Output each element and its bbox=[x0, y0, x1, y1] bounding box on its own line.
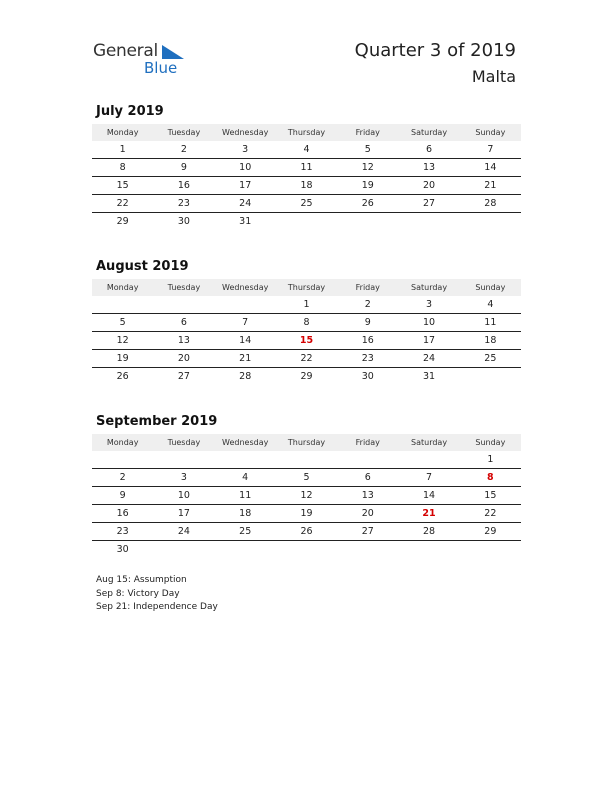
day-cell: 26 bbox=[337, 195, 398, 213]
day-cell: 18 bbox=[276, 177, 337, 195]
day-cell: 30 bbox=[361, 371, 374, 382]
day-cell: 22 bbox=[92, 195, 153, 213]
weekday-header: Wednesday bbox=[215, 279, 276, 296]
day-cell: 15 bbox=[276, 332, 337, 350]
weekday-header: Sunday bbox=[460, 124, 521, 141]
generalblue-logo bbox=[93, 41, 193, 77]
weekday-header: Monday bbox=[92, 124, 153, 141]
weekday-header: Monday bbox=[92, 434, 153, 451]
day-cell: 4 bbox=[460, 296, 521, 314]
day-cell: 27 bbox=[398, 195, 459, 213]
holiday-note: Aug 15: Assumption bbox=[96, 575, 187, 585]
day-cell: 23 bbox=[337, 350, 398, 368]
day-cell: 26 bbox=[276, 523, 337, 541]
day-cell: 11 bbox=[460, 314, 521, 332]
day-cell: 2 bbox=[337, 296, 398, 314]
day-cell: 27 bbox=[337, 523, 398, 541]
day-cell bbox=[153, 296, 214, 314]
day-cell: 24 bbox=[153, 523, 214, 541]
week-row bbox=[92, 451, 521, 469]
day-cell: 28 bbox=[398, 523, 459, 541]
day-cell: 28 bbox=[239, 371, 252, 382]
day-cell: 9 bbox=[153, 159, 214, 177]
day-cell: 31 bbox=[239, 216, 252, 227]
month-title: August 2019 bbox=[96, 259, 189, 274]
day-cell: 1 bbox=[276, 296, 337, 314]
day-cell: 17 bbox=[215, 177, 276, 195]
day-cell: 25 bbox=[215, 523, 276, 541]
day-cell: 7 bbox=[398, 469, 459, 487]
week-row bbox=[92, 505, 521, 523]
day-cell: 12 bbox=[92, 332, 153, 350]
day-cell: 4 bbox=[215, 469, 276, 487]
weekday-header: Wednesday bbox=[215, 124, 276, 141]
week-row bbox=[92, 332, 521, 350]
day-cell: 27 bbox=[177, 371, 190, 382]
day-cell: 22 bbox=[460, 505, 521, 523]
day-cell: 3 bbox=[215, 141, 276, 159]
day-cell: 2 bbox=[153, 141, 214, 159]
holiday-note: Sep 21: Independence Day bbox=[96, 602, 218, 612]
day-cell bbox=[398, 213, 459, 231]
week-row bbox=[92, 469, 521, 487]
day-cell bbox=[215, 296, 276, 314]
week-row bbox=[92, 487, 521, 505]
holiday-notes bbox=[96, 574, 218, 615]
day-cell: 20 bbox=[337, 505, 398, 523]
day-cell bbox=[276, 213, 337, 231]
holiday-note: Sep 8: Victory Day bbox=[96, 588, 180, 599]
week-row bbox=[92, 141, 521, 159]
calendar-grid bbox=[92, 279, 521, 385]
week-row bbox=[92, 368, 521, 386]
day-cell bbox=[337, 451, 398, 469]
day-cell: 21 bbox=[398, 505, 459, 523]
day-cell: 18 bbox=[460, 332, 521, 350]
week-row bbox=[92, 296, 521, 314]
day-cell: 9 bbox=[92, 487, 153, 505]
week-row bbox=[92, 213, 521, 231]
day-cell bbox=[153, 451, 214, 469]
week-row bbox=[92, 350, 521, 368]
day-cell: 10 bbox=[398, 314, 459, 332]
day-cell bbox=[337, 541, 398, 559]
day-cell: 20 bbox=[153, 350, 214, 368]
day-cell bbox=[460, 368, 521, 386]
day-cell: 17 bbox=[153, 505, 214, 523]
weekday-header: Wednesday bbox=[215, 434, 276, 451]
day-cell: 14 bbox=[215, 332, 276, 350]
day-cell bbox=[276, 541, 337, 559]
day-cell: 10 bbox=[153, 487, 214, 505]
weekday-header: Friday bbox=[337, 279, 398, 296]
day-cell: 16 bbox=[92, 505, 153, 523]
day-cell: 9 bbox=[337, 314, 398, 332]
day-cell bbox=[460, 541, 521, 559]
day-cell: 19 bbox=[276, 505, 337, 523]
day-cell: 14 bbox=[460, 159, 521, 177]
day-cell: 19 bbox=[337, 177, 398, 195]
day-cell: 5 bbox=[276, 469, 337, 487]
day-cell bbox=[215, 541, 276, 559]
day-cell: 3 bbox=[398, 296, 459, 314]
day-cell: 1 bbox=[460, 451, 521, 469]
weekday-header: Tuesday bbox=[153, 434, 214, 451]
day-cell bbox=[215, 451, 276, 469]
day-cell: 15 bbox=[460, 487, 521, 505]
weekday-header: Friday bbox=[337, 124, 398, 141]
day-cell: 16 bbox=[153, 177, 214, 195]
day-cell: 23 bbox=[153, 195, 214, 213]
day-cell bbox=[337, 213, 398, 231]
weekday-header: Saturday bbox=[398, 124, 459, 141]
day-cell: 6 bbox=[337, 469, 398, 487]
day-cell: 13 bbox=[398, 159, 459, 177]
weekday-header: Thursday bbox=[276, 434, 337, 451]
calendar-grid bbox=[92, 124, 521, 230]
weekday-header: Tuesday bbox=[153, 279, 214, 296]
day-cell: 8 bbox=[92, 159, 153, 177]
day-cell bbox=[153, 541, 214, 559]
week-row bbox=[92, 177, 521, 195]
weekday-header: Sunday bbox=[460, 434, 521, 451]
day-cell: 19 bbox=[92, 350, 153, 368]
day-cell: 13 bbox=[153, 332, 214, 350]
day-cell: 18 bbox=[215, 505, 276, 523]
day-cell: 5 bbox=[337, 141, 398, 159]
weekday-header: Thursday bbox=[276, 124, 337, 141]
day-cell bbox=[92, 296, 153, 314]
day-cell: 25 bbox=[460, 350, 521, 368]
month-title: July 2019 bbox=[96, 104, 164, 119]
day-cell: 1 bbox=[92, 141, 153, 159]
day-cell: 7 bbox=[215, 314, 276, 332]
week-row bbox=[92, 159, 521, 177]
day-cell: 11 bbox=[215, 487, 276, 505]
day-cell: 2 bbox=[92, 469, 153, 487]
day-cell: 8 bbox=[460, 469, 521, 487]
day-cell: 11 bbox=[276, 159, 337, 177]
day-cell: 6 bbox=[398, 141, 459, 159]
day-cell: 21 bbox=[215, 350, 276, 368]
weekday-header: Friday bbox=[337, 434, 398, 451]
day-cell: 20 bbox=[398, 177, 459, 195]
weekday-header: Monday bbox=[92, 279, 153, 296]
day-cell: 26 bbox=[116, 371, 129, 382]
day-cell: 22 bbox=[276, 350, 337, 368]
day-cell: 30 bbox=[116, 544, 129, 555]
day-cell: 16 bbox=[337, 332, 398, 350]
day-cell: 5 bbox=[92, 314, 153, 332]
day-cell: 10 bbox=[215, 159, 276, 177]
week-row bbox=[92, 195, 521, 213]
weekday-header: Saturday bbox=[398, 279, 459, 296]
weekday-header: Sunday bbox=[460, 279, 521, 296]
week-row bbox=[92, 523, 521, 541]
day-cell: 17 bbox=[398, 332, 459, 350]
country-name: Malta bbox=[471, 67, 516, 86]
day-cell: 12 bbox=[276, 487, 337, 505]
day-cell: 29 bbox=[460, 523, 521, 541]
month-title: September 2019 bbox=[96, 414, 218, 429]
day-cell: 21 bbox=[460, 177, 521, 195]
day-cell: 7 bbox=[460, 141, 521, 159]
day-cell: 3 bbox=[153, 469, 214, 487]
weekday-header: Saturday bbox=[398, 434, 459, 451]
week-row bbox=[92, 314, 521, 332]
logo-triangle-icon bbox=[162, 45, 184, 59]
day-cell: 24 bbox=[398, 350, 459, 368]
page-title: Quarter 3 of 2019 bbox=[354, 40, 516, 61]
day-cell: 29 bbox=[116, 216, 129, 227]
day-cell bbox=[398, 541, 459, 559]
day-cell: 23 bbox=[92, 523, 153, 541]
day-cell: 8 bbox=[276, 314, 337, 332]
day-cell: 24 bbox=[215, 195, 276, 213]
day-cell bbox=[92, 451, 153, 469]
week-row bbox=[92, 541, 521, 559]
logo-general-text: General bbox=[93, 41, 158, 61]
day-cell: 29 bbox=[300, 371, 313, 382]
day-cell: 14 bbox=[398, 487, 459, 505]
calendar-grid bbox=[92, 434, 521, 558]
day-cell: 13 bbox=[337, 487, 398, 505]
day-cell: 30 bbox=[177, 216, 190, 227]
day-cell: 12 bbox=[337, 159, 398, 177]
day-cell: 28 bbox=[460, 195, 521, 213]
day-cell: 4 bbox=[276, 141, 337, 159]
weekday-header: Tuesday bbox=[153, 124, 214, 141]
day-cell bbox=[398, 451, 459, 469]
day-cell: 6 bbox=[153, 314, 214, 332]
day-cell: 31 bbox=[423, 371, 436, 382]
day-cell: 25 bbox=[276, 195, 337, 213]
weekday-header: Thursday bbox=[276, 279, 337, 296]
day-cell bbox=[460, 213, 521, 231]
logo-blue-text: Blue bbox=[144, 59, 178, 77]
day-cell: 15 bbox=[92, 177, 153, 195]
day-cell bbox=[276, 451, 337, 469]
